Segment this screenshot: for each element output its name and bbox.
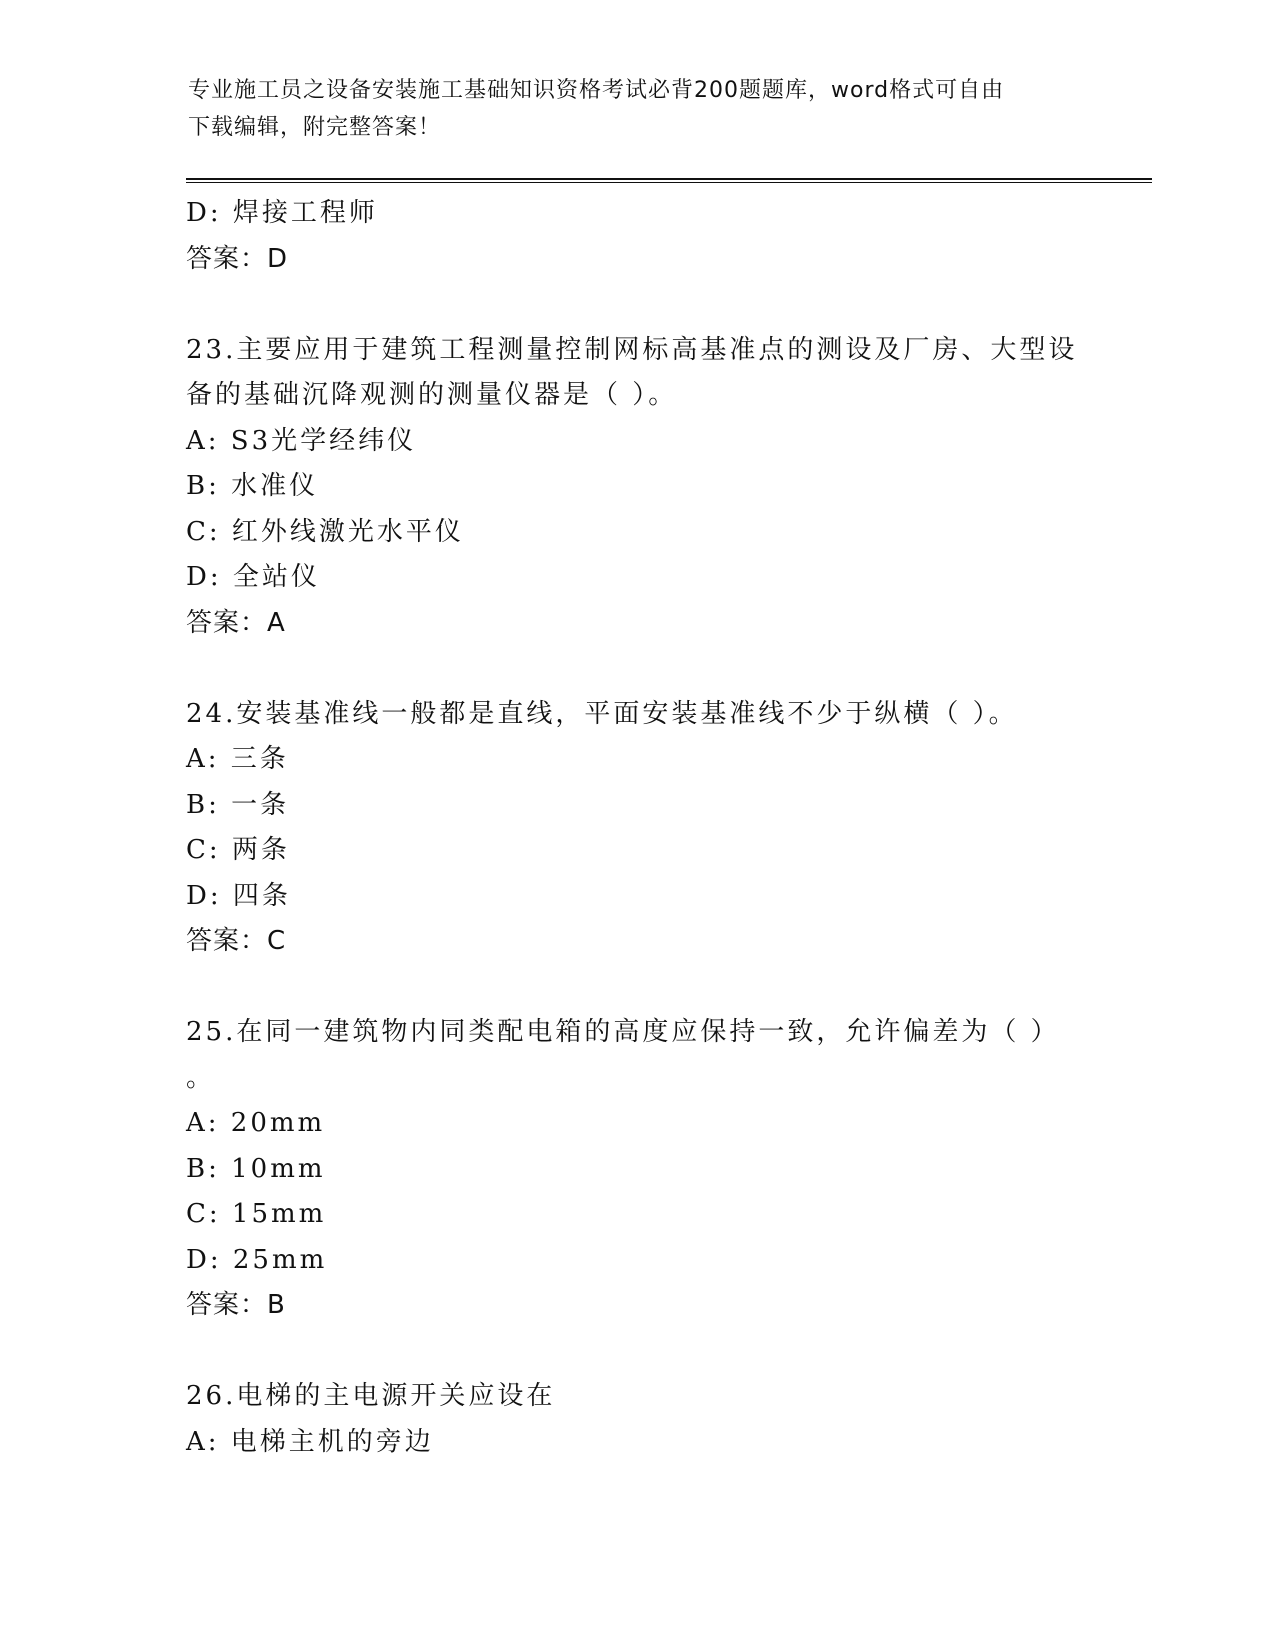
question-25 (186, 1010, 1086, 1329)
answer: 答案：A (186, 607, 286, 638)
option-a: A: 三条 (186, 744, 289, 774)
option-a: A: S3光学经纬仪 (186, 425, 417, 456)
spacer (186, 965, 1086, 1011)
header-divider-thin (186, 182, 1152, 183)
question-22-tail (186, 191, 1086, 282)
option-b: B: 一条 (186, 789, 290, 820)
option-c: C: 两条 (186, 835, 290, 865)
question-stem-line: 23.主要应用于建筑工程测量控制网标高基准点的测设及厂房、大型设 (186, 334, 1078, 365)
option-c: C: 15mm (186, 1199, 327, 1229)
header-divider-thick (186, 178, 1152, 180)
spacer (186, 1329, 1086, 1375)
answer: 答案：C (186, 926, 287, 956)
spacer (186, 282, 1086, 328)
answer: 答案：B (186, 1290, 286, 1320)
question-list (186, 191, 1086, 1465)
answer: 答案：D (186, 243, 289, 274)
option-a: A: 电梯主机的旁边 (186, 1426, 434, 1457)
option-a: A: 20mm (186, 1108, 326, 1138)
question-23 (186, 328, 1086, 647)
question-stem-line: 。 (186, 1062, 216, 1093)
option-c: C: 红外线激光水平仪 (186, 516, 464, 547)
question-stem-line: 25.在同一建筑物内同类配电箱的高度应保持一致，允许偏差为（ ） (186, 1017, 1060, 1047)
option-d: D: 四条 (186, 880, 291, 911)
document-header (188, 72, 1068, 146)
option-d: D: 25mm (186, 1244, 328, 1275)
question-stem-line: 24.安装基准线一般都是直线，平面安装基准线不少于纵横（ ）。 (186, 698, 1018, 729)
option-b: B: 水准仪 (186, 471, 319, 501)
option-d: D: 全站仪 (186, 562, 320, 592)
question-stem-line: 备的基础沉降观测的测量仪器是（ ）。 (186, 380, 678, 410)
spacer (186, 646, 1086, 692)
option-b: B: 10mm (186, 1153, 326, 1184)
header-line-1: 专业施工员之设备安装施工基础知识资格考试必背200题题库，word格式可自由 (188, 78, 1005, 103)
question-26 (186, 1374, 1086, 1465)
option-d: D: 焊接工程师 (186, 198, 378, 228)
header-line-2: 下载编辑，附完整答案！ (188, 115, 442, 140)
question-stem-line: 26.电梯的主电源开关应设在 (186, 1381, 556, 1411)
question-24 (186, 692, 1086, 965)
